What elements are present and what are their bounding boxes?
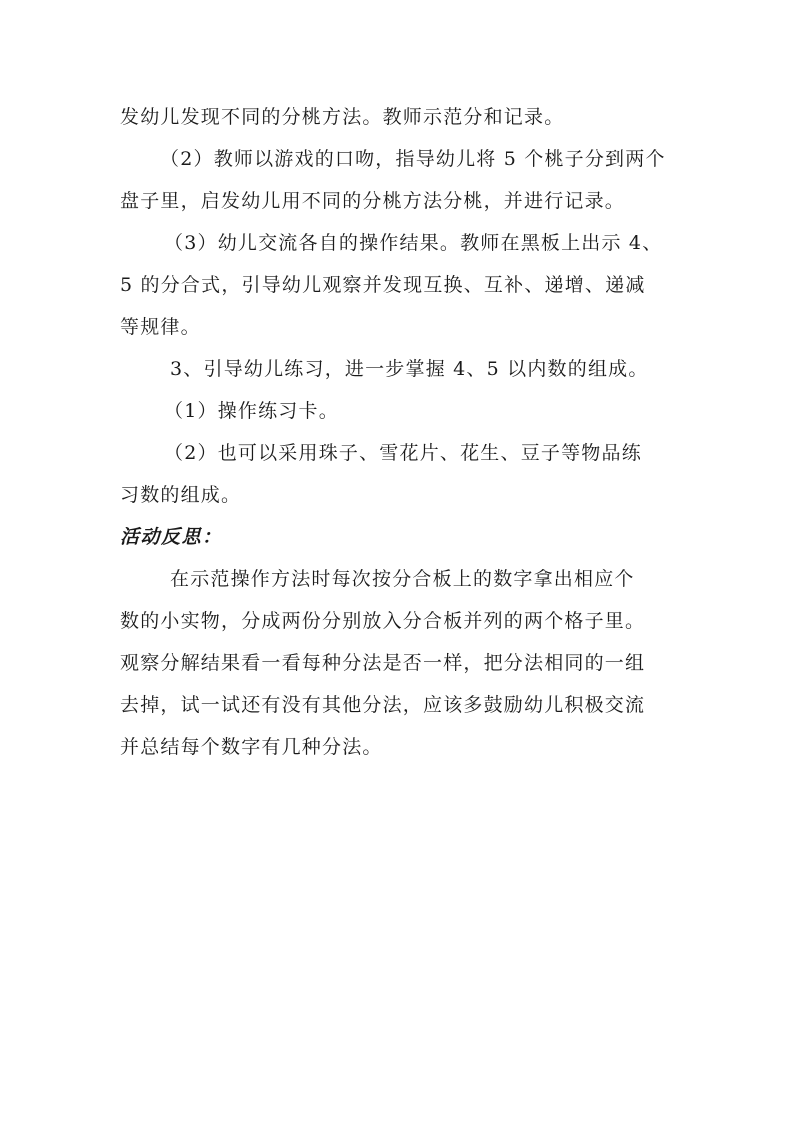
paragraph-line: 5 的分合式，引导幼儿观察并发现互换、互补、递增、递减 bbox=[120, 274, 646, 296]
paragraph-line: 习数的组成。 bbox=[120, 484, 242, 506]
paragraph-line: （1）操作练习卡。 bbox=[164, 400, 339, 422]
paragraph-line: 3、引导幼儿练习，进一步掌握 4、5 以内数的组成。 bbox=[170, 358, 649, 380]
document-body bbox=[120, 96, 680, 768]
paragraph-line: 去掉，试一试还有没有其他分法，应该多鼓励幼儿积极交流 bbox=[120, 694, 646, 716]
paragraph-line: 在示范操作方法时每次按分合板上的数字拿出相应个 bbox=[170, 568, 635, 590]
paragraph-line: （2）教师以游戏的口吻，指导幼儿将 5 个桃子分到两个 bbox=[160, 148, 666, 170]
paragraph-line: 等规律。 bbox=[120, 316, 201, 338]
paragraph-line: 发幼儿发现不同的分桃方法。教师示范分和记录。 bbox=[120, 106, 565, 128]
paragraph-line: （2）也可以采用珠子、雪花片、花生、豆子等物品练 bbox=[164, 442, 642, 464]
paragraph-line: 并总结每个数字有几种分法。 bbox=[120, 736, 383, 758]
paragraph-line: 盘子里，启发幼儿用不同的分桃方法分桃，并进行记录。 bbox=[120, 190, 626, 212]
paragraph-line: （3）幼儿交流各自的操作结果。教师在黑板上出示 4、 bbox=[164, 232, 663, 254]
section-heading: 活动反思： bbox=[120, 526, 223, 548]
paragraph-line: 观察分解结果看一看每种分法是否一样，把分法相同的一组 bbox=[120, 652, 646, 674]
paragraph-line: 数的小实物，分成两份分别放入分合板并列的两个格子里。 bbox=[120, 610, 646, 632]
